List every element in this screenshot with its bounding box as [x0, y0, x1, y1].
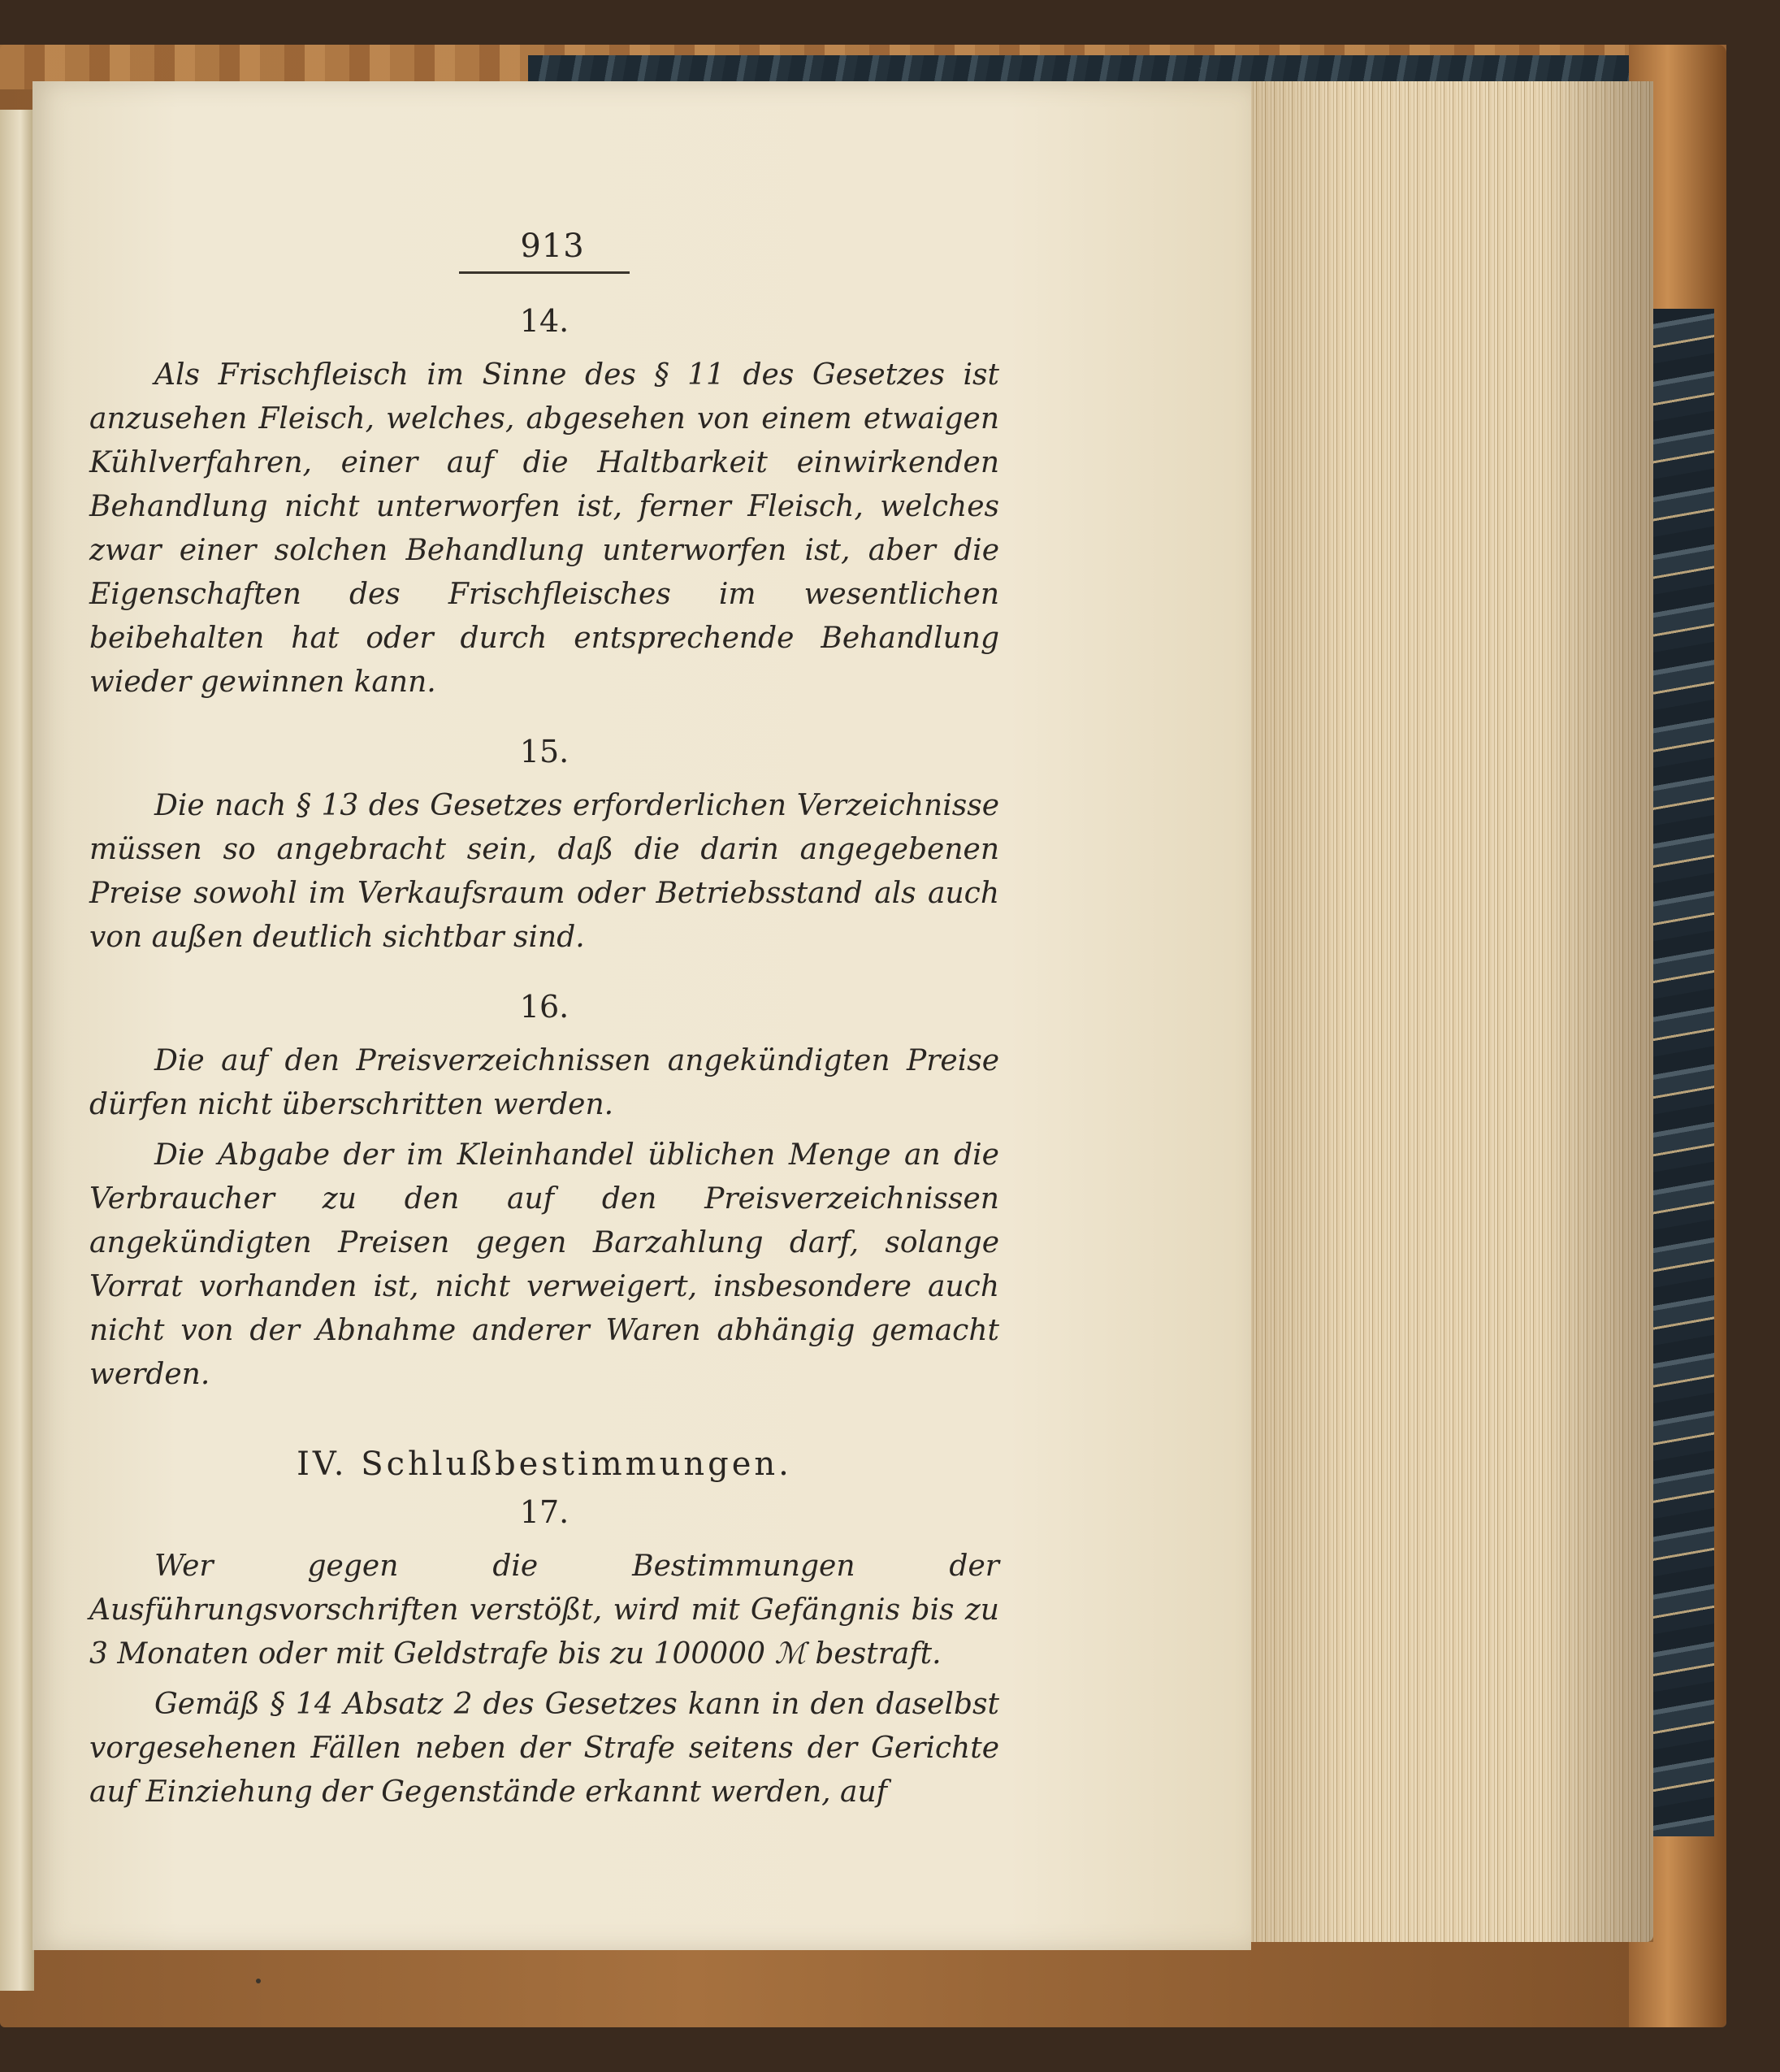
section-14-number: 14.: [519, 303, 570, 339]
page-block-shade: [1215, 81, 1653, 1942]
section-16-paragraph-1: Die auf den Preisverzeichnissen angekündigten Preise dürfen nicht überschritten werden.: [89, 1044, 999, 1121]
section-17-paragraph-2: Gemäß § 14 Absatz 2 des Gesetzes kann in den daselbst vorgesehenen Fällen neben der Strafe seitens der Gerichte auf Einziehung der Gegenstände erkannt werden, auf: [89, 1688, 999, 1809]
chapter-heading: IV. Schlußbestimmungen.: [297, 1446, 792, 1483]
book-page: [32, 81, 1251, 1950]
page-number-rule: [459, 271, 630, 274]
section-15-paragraph-1: Die nach § 13 des Gesetzes erforderlichen Verzeichnisse müssen so angebracht sein, daß die darin angegebenen Preise sowohl im Verkaufsraum oder Betriebsstand als auch von außen deutlich sichtbar sind.: [89, 789, 999, 954]
section-15-number: 15.: [519, 734, 570, 769]
page-number: 913: [520, 228, 585, 265]
page-text-block: [89, 228, 999, 1821]
section-17-number: 17.: [519, 1494, 570, 1530]
section-16-paragraph-2: Die Abgabe der im Kleinhandel üblichen Menge an die Verbraucher zu den auf den Preisverzeichnissen angekündigten Preisen gegen Barzahlung darf, solange Vorrat vorhanden ist, nicht verweigert, insbesondere auch nicht von der Abnahme anderer Waren abhängig gemacht werden.: [89, 1138, 999, 1391]
ink-dot: [256, 1979, 261, 1983]
previous-page-edge: [0, 110, 34, 1991]
section-16-number: 16.: [519, 989, 570, 1025]
section-17-paragraph-1: Wer gegen die Bestimmungen der Ausführungsvorschriften verstößt, wird mit Gefängnis bis zu 3 Monaten oder mit Geldstrafe bis zu 100000 ℳ bestraft.: [89, 1550, 999, 1671]
section-14-paragraph-1: Als Frischfleisch im Sinne des § 11 des Gesetzes ist anzusehen Fleisch, welches, abgesehen von einem etwaigen Kühlverfahren, einer auf die Haltbarkeit einwirkenden Behandlung nicht unterworfen ist, ferner Fleisch, welches zwar einer solchen Behandlung unterworfen ist, aber die Eigenschaften des Frischfleisches im wesentlichen beibehalten hat oder durch entsprechende Behandlung wieder gewinnen kann.: [89, 358, 999, 699]
